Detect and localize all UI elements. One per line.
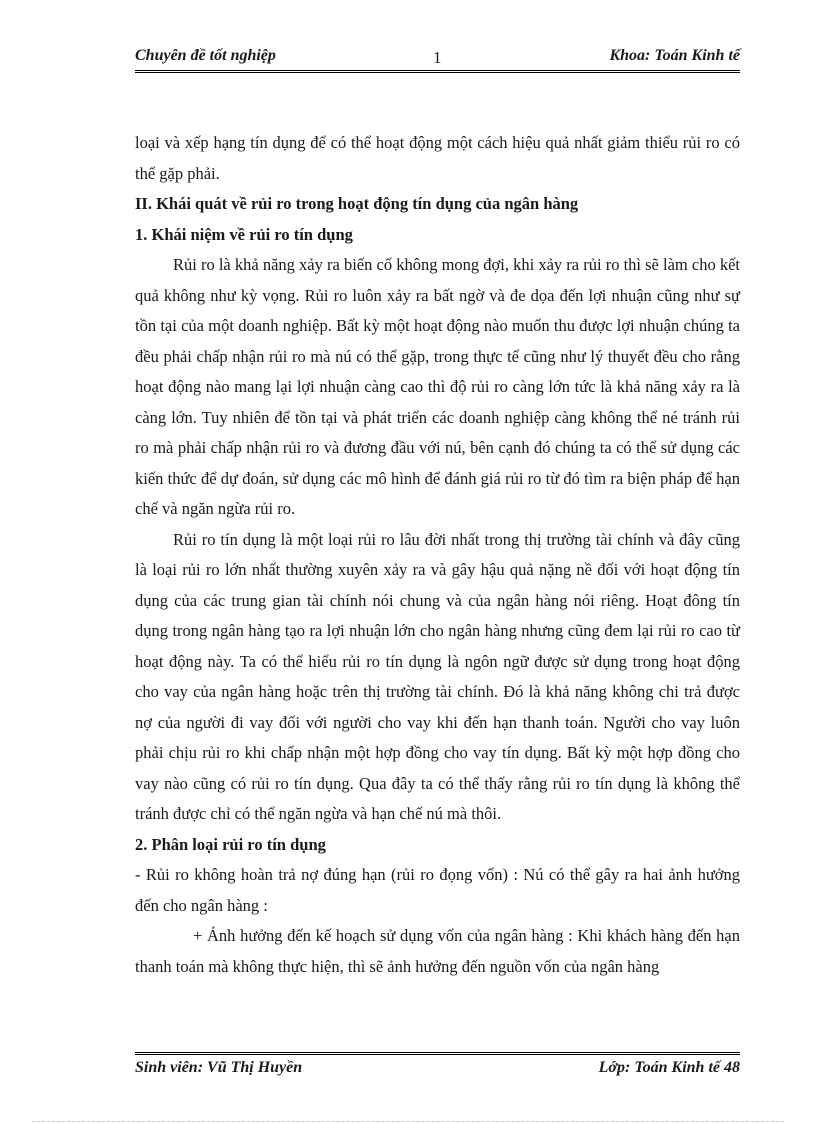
paragraph-continuation: loại và xếp hạng tín dụng để có thể hoạt động một cách hiệu quả nhất giảm thiểu rủi ro có thể gặp phải. — [135, 133, 740, 183]
paragraph-risk-definition: Rủi ro là khả năng xảy ra biến cố không mong đợi, khi xảy ra rủi ro thì sẽ làm cho kết quả không như kỳ vọng. Rủi ro luôn xảy ra bất ngờ và đe dọa đến lợi nhuận cũng như sự tồn tại của một doanh nghiệp. Bất kỳ một hoạt động nào muốn thu được lợi nhuận chúng ta đều phải chấp nhận rủi ro mà nú có thể gặp, trong thực tế cũng như lý thuyết đều cho rằng hoạt động nào mang lại lợi nhuận càng cao thì độ rủi ro càng lớn tức là khả năng xảy ra là càng lớn. Tuy nhiên để tồn tại và phát triển các doanh nghiệp càng không thể né tránh rủi ro mà phải chấp nhận rủi ro và đương đầu với nú, bên cạnh đó chúng ta có thể sử dụng các kiến thức để dự đoán, sử dụng các mô hình để đánh giá rủi ro từ đó tìm ra biện pháp để hạn chế và ngăn ngừa rủi ro. — [135, 255, 740, 518]
header-thesis-title: Chuyên đề tốt nghiệp — [135, 47, 276, 64]
page-number: 1 — [433, 48, 442, 67]
footer-class: Lớp: Toán Kinh tế 48 — [598, 1059, 740, 1076]
subsection-heading-definition: 1. Khái niệm về rủi ro tín dụng — [135, 224, 353, 244]
page-header — [135, 44, 740, 73]
page-footer — [135, 1052, 740, 1083]
header-faculty: Khoa: Toán Kinh tế — [609, 47, 740, 64]
list-item-late-repayment: - Rủi ro không hoàn trả nợ đúng hạn (rủi ro đọng vốn) : Nú có thể gây ra hai ảnh hưởng đến cho ngân hàng : — [135, 865, 740, 915]
page-bottom-divider — [32, 1121, 784, 1122]
document-body — [135, 128, 740, 982]
footer-student: Sinh viên: Vũ Thị Huyền — [135, 1059, 303, 1076]
paragraph-credit-risk: Rủi ro tín dụng là một loại rủi ro lâu đời nhất trong thị trường tài chính và đây cũng là loại rủi ro lớn nhất thường xuyên xảy ra và gây hậu quả nặng nề đối với hoạt động tín dụng của các trung gian tài chính nói chung và của ngân hàng nói riêng. Hoạt đông tín dụng trong ngân hàng tạo ra lợi nhuận lớn cho ngân hàng nhưng cũng đem lại rủi ro cao từ hoạt động này. Ta có thể hiểu rủi ro tín dụng là ngôn ngữ được sử dụng trong hoạt động cho vay của ngân hàng hoặc trên thị trường tài chính. Đó là khả năng không chi trả được nợ của người đi vay đối với người cho vay khi đến hạn thanh toán. Người cho vay luôn phải chịu rủi ro khi chấp nhận một hợp đồng cho vay tín dụng. Bất kỳ một hợp đồng cho vay nào cũng có rủi ro tín dụng. Qua đây ta có thể thấy rằng rủi ro tín dụng là không thể tránh được chỉ có thể ngăn ngừa và hạn chế nú mà thôi. — [135, 529, 740, 823]
list-item-capital-plan-impact: + Ảnh hưởng đến kế hoạch sử dụng vốn của ngân hàng : Khi khách hàng đến hạn thanh toán mà không thực hiện, thì sẽ ảnh hưởng đến nguồn vốn của ngân hàng — [135, 926, 740, 976]
section-heading: II. Khái quát về rủi ro trong hoạt động tín dụng của ngân hàng — [135, 194, 579, 213]
subsection-heading-classification: 2. Phân loại rủi ro tín dụng — [135, 834, 326, 854]
